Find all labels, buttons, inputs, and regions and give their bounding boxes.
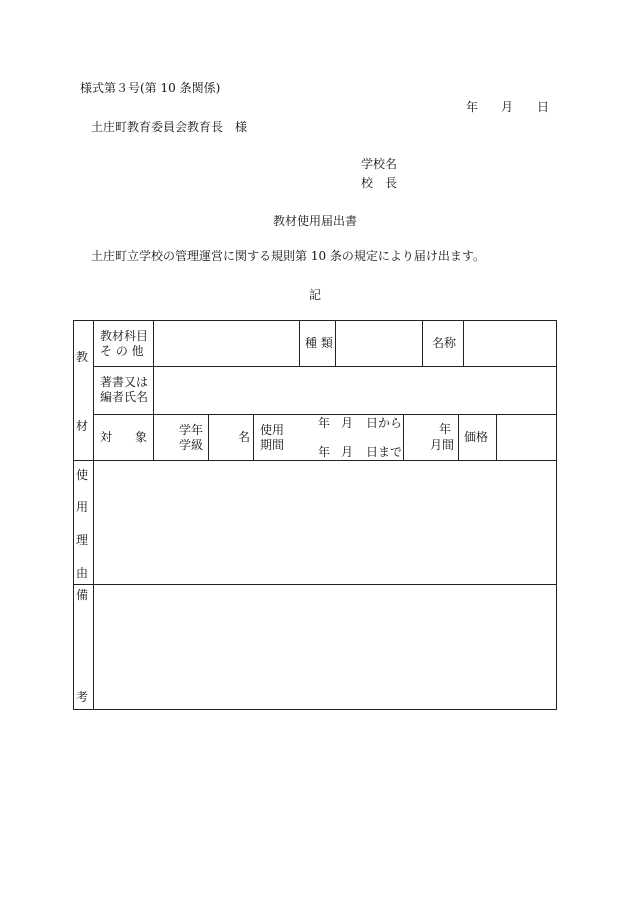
rule-r1-d: [422, 320, 423, 366]
principal-label: 校 長: [361, 176, 398, 190]
rule-r1-a: [153, 320, 154, 366]
from-day: 日から: [366, 416, 403, 430]
reason-char-2: 用: [76, 500, 89, 514]
to-day: 日まで: [366, 445, 403, 459]
subject-label-line1: 教材科目: [100, 329, 149, 343]
grade-label-line2: 学級: [179, 438, 204, 452]
from-month: 月: [341, 416, 354, 430]
months-label-line2: 月間: [430, 438, 455, 452]
addressee: 土庄町教育委員会教育長 様: [91, 120, 248, 134]
rule-r3-f: [496, 414, 497, 460]
to-year: 年: [318, 445, 331, 459]
months-label-line1: 年: [439, 422, 452, 436]
document-title: 教材使用届出書: [272, 214, 357, 228]
to-month: 月: [341, 445, 354, 459]
rule-r3-b: [208, 414, 209, 460]
school-name-label: 学校名: [361, 157, 398, 171]
rule-r1-c: [335, 320, 336, 366]
remarks-char-2: 考: [76, 690, 89, 704]
rule-r3-a: [153, 414, 154, 460]
rule-r3-c: [253, 414, 254, 460]
grade-label-line1: 学年: [179, 423, 204, 437]
kyozai-char-1: 教: [76, 350, 89, 364]
kind-label: 種 類: [305, 336, 333, 350]
remarks-char-1: 備: [76, 588, 89, 602]
table-border-left: [73, 320, 74, 710]
rule-r2-a: [153, 366, 154, 414]
table-border-bottom: [73, 709, 557, 710]
target-label-b: 象: [135, 430, 148, 444]
author-label-line2: 編者氏名: [100, 390, 149, 404]
kyozai-char-2: 材: [76, 419, 89, 433]
rule-r3-d: [403, 414, 404, 460]
author-label-line1: 著書又は: [100, 375, 149, 389]
rule-label-column: [93, 320, 94, 710]
target-label-a: 対: [100, 430, 113, 444]
table-border-top: [73, 320, 557, 321]
table-border-right: [556, 320, 557, 710]
form-number: 様式第３号(第 10 条関係): [80, 81, 221, 95]
price-label: 価格: [464, 430, 489, 444]
reason-char-3: 理: [76, 533, 89, 547]
reason-char-4: 由: [76, 566, 89, 580]
date-day-label: 日: [537, 100, 550, 114]
rule-row4: [73, 584, 557, 585]
reason-char-1: 使: [76, 468, 89, 482]
rule-row2: [93, 414, 557, 415]
ki-label: 記: [308, 288, 321, 302]
rule-row1: [93, 366, 557, 367]
rule-r1-b: [299, 320, 300, 366]
period-label-line2: 期間: [260, 438, 285, 452]
name-label: 名称: [432, 336, 457, 350]
form-table: [73, 320, 557, 710]
rule-r3-e: [458, 414, 459, 460]
rule-row3: [73, 460, 557, 461]
date-year-label: 年: [466, 100, 479, 114]
count-suffix: 名: [238, 430, 251, 444]
period-label-line1: 使用: [260, 423, 285, 437]
date-month-label: 月: [501, 100, 514, 114]
rule-r1-e: [463, 320, 464, 366]
subject-label-line2: そ の 他: [100, 344, 144, 358]
statement: 土庄町立学校の管理運営に関する規則第 10 条の規定により届け出ます。: [91, 249, 485, 263]
from-year: 年: [318, 416, 331, 430]
